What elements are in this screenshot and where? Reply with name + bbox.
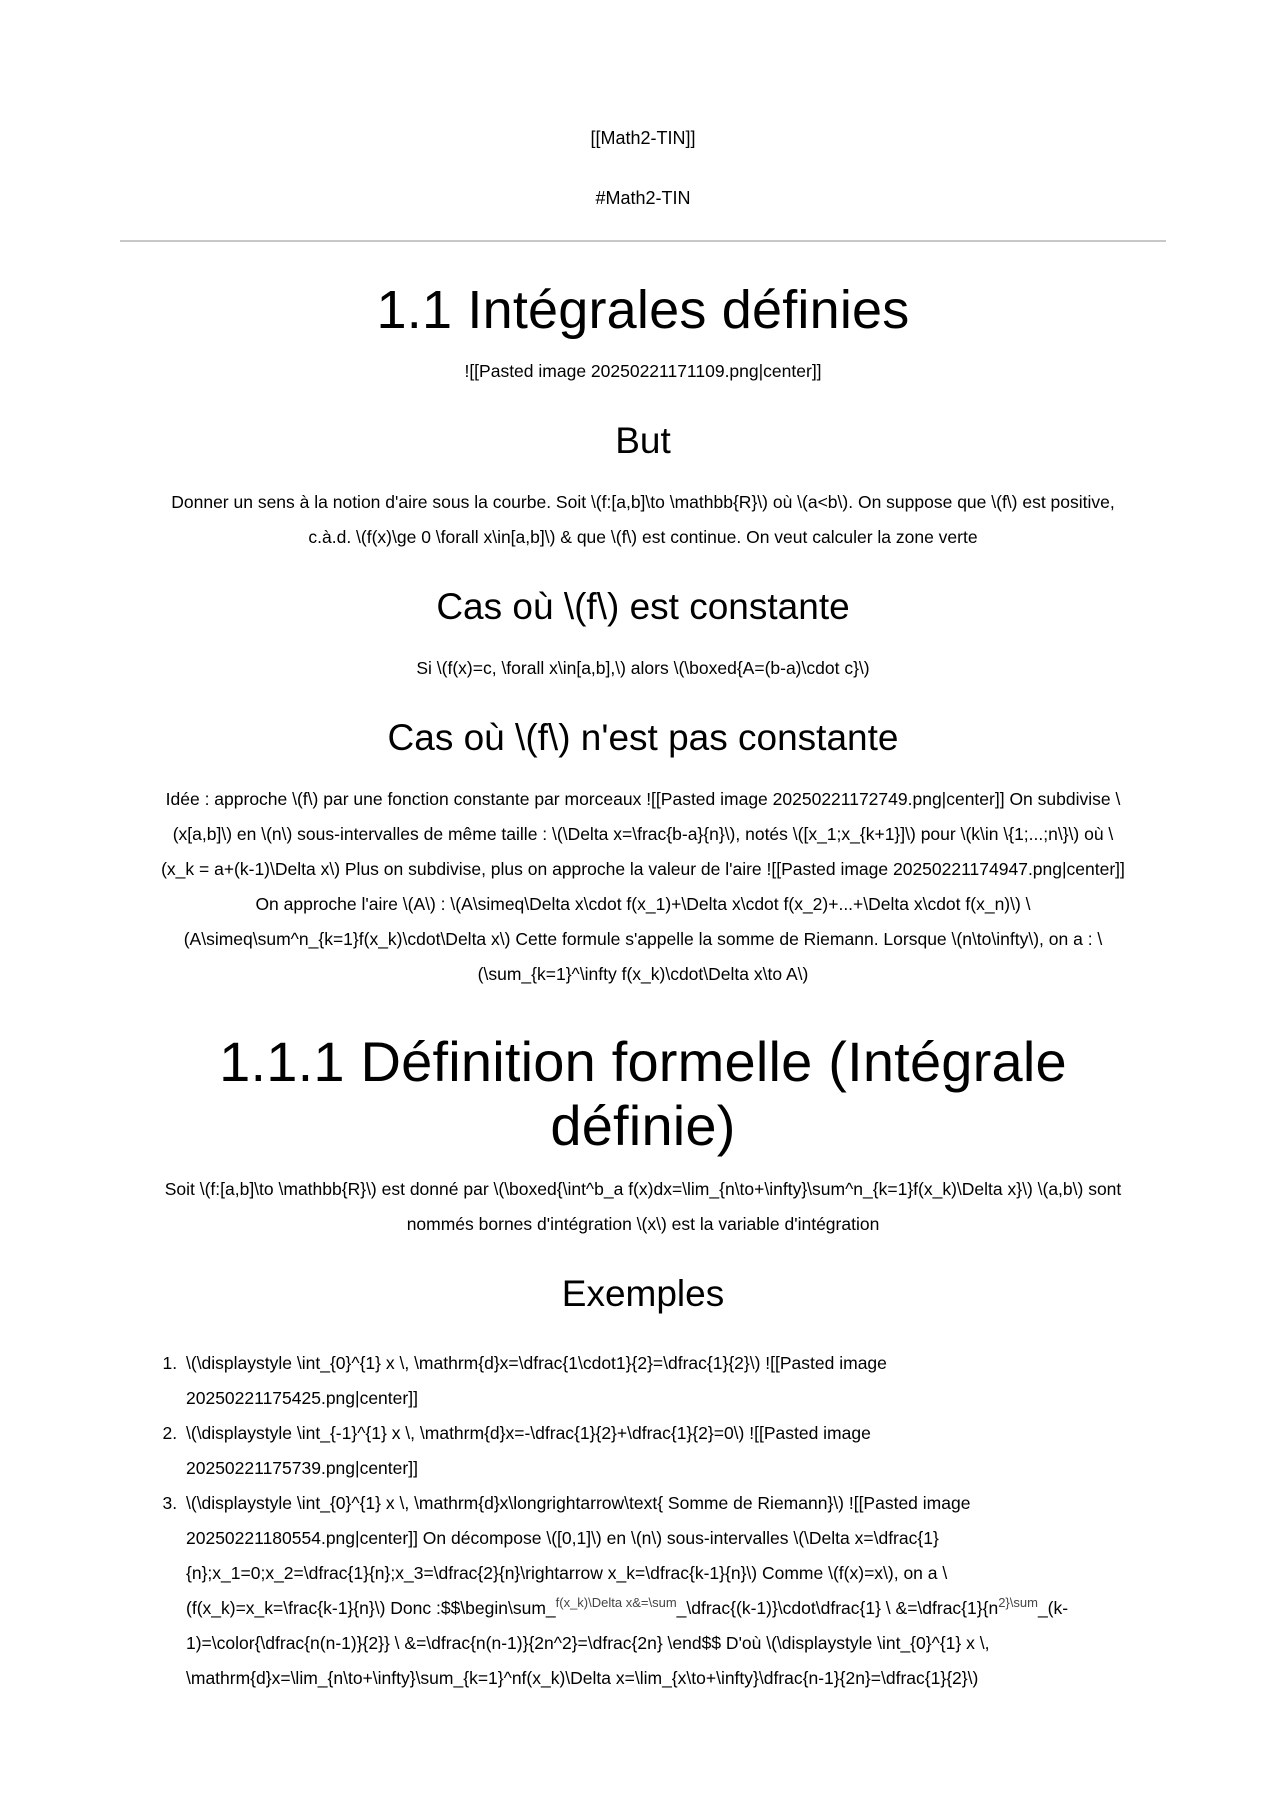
list-item-fragment: _(k- — [1037, 1598, 1069, 1618]
paragraph-line: nommés bornes d'intégration \(x\) est la variable d'intégration — [406, 1214, 880, 1234]
list-item-fragment: (f(x_k)=x_k=\frac{k-1}{n}\) Donc :$$\begin\sum_ — [186, 1598, 556, 1618]
list-item-line: \(\displaystyle \int_{-1}^{1} x \, \mathrm{d}x=-\dfrac{1}{2}+\dfrac{1}{2}=0\) ![[Pasted image — [186, 1423, 871, 1443]
examples-list — [120, 1346, 1166, 1696]
paragraph-line: (x_k = a+(k-1)\Delta x\) Plus on subdivise, plus on approche la valeur de l'aire ![[Pasted image 20250221174947.png|center]] — [161, 859, 1125, 879]
list-item-line: \(\displaystyle \int_{0}^{1} x \, \mathrm{d}x\longrightarrow\text{ Somme de Riemann}\) ![[Pasted image — [186, 1493, 971, 1513]
paragraph-line: Idée : approche \(f\) par une fonction constante par morceaux ![[Pasted image 20250221172749.png|center]] On subdivise \ — [165, 789, 1121, 809]
list-item — [182, 1416, 1166, 1486]
heading-but: But — [615, 420, 671, 461]
image-embed-ref: ![[Pasted image 20250221171109.png|center]] — [464, 361, 822, 381]
list-item-line: 20250221180554.png|center]] On décompose \([0,1]\) en \(n\) sous-intervalles \(\Delta x=\dfrac{1} — [186, 1528, 939, 1548]
paragraph-but — [120, 485, 1166, 555]
paragraph-constante: Si \(f(x)=c, \forall x\in[a,b],\) alors \(\boxed{A=(b-a)\cdot c}\) — [416, 658, 870, 678]
paragraph-line: c.à.d. \(f(x)\ge 0 \forall x\in[a,b]\) & que \(f\) est continue. On veut calculer la zone verte — [308, 527, 978, 547]
paragraph-non-constante — [120, 782, 1166, 992]
list-item-line: {n};x_1=0;x_2=\dfrac{1}{n};x_3=\dfrac{2}{n}\rightarrow x_k=\dfrac{k-1}{n}\) Comme \(f(x)=x\), on a \ — [186, 1563, 948, 1583]
section-title-definition: 1.1.1 Définition formelle (Intégrale définie) — [219, 1030, 1067, 1157]
list-item-line: \(\displaystyle \int_{0}^{1} x \, \mathrm{d}x=\dfrac{1\cdot1}{2}=\dfrac{1}{2}\) ![[Pasted image — [186, 1353, 887, 1373]
list-item-line: 1)=\color{\dfrac{n(n-1)}{2}} \ &=\dfrac{n(n-1)}{2n^2}=\dfrac{2n} \end$$ D'où \(\displaystyle \int_{0}^{1} x \, — [186, 1633, 990, 1653]
section-title-1-1: 1.1 Intégrales définies — [376, 280, 910, 340]
tag[interactable]: #Math2-TIN — [595, 188, 691, 208]
list-item-fragment: _\dfrac{(k-1)}\cdot\dfrac{1} \ &=\dfrac{1}{n — [676, 1598, 999, 1618]
paragraph-line: On approche l'aire \(A\) : \(A\simeq\Delta x\cdot f(x_1)+\Delta x\cdot f(x_2)+...+\Delta x\cdot f(x_n)\) \ — [255, 894, 1031, 914]
paragraph-line: (A\simeq\sum^n_{k=1}f(x_k)\cdot\Delta x\) Cette formule s'appelle la somme de Riemann. Lorsque \(n\to\infty\), on a : \ — [183, 929, 1103, 949]
paragraph-line: Donner un sens à la notion d'aire sous la courbe. Soit \(f:[a,b]\to \mathbb{R}\) où \(a<b\). On suppose que \(f\) est positive, — [171, 492, 1115, 512]
superscript-fragment: f(x_k)\Delta x&=\sum — [555, 1595, 677, 1611]
document-page — [120, 120, 1166, 1696]
list-item — [182, 1346, 1166, 1416]
horizontal-divider — [120, 240, 1166, 242]
list-item — [182, 1486, 1166, 1696]
list-item-line: \mathrm{d}x=\lim_{n\to+\infty}\sum_{k=1}^nf(x_k)\Delta x=\lim_{x\to+\infty}\dfrac{n-1}{2n}=\dfrac{1}{2}\) — [186, 1668, 979, 1688]
heading-cas-constante: Cas où \(f\) est constante — [436, 586, 850, 627]
superscript-fragment: 2}\sum — [998, 1595, 1038, 1611]
heading-exemples: Exemples — [561, 1273, 725, 1314]
paragraph-line: (x[a,b]\) en \(n\) sous-intervalles de même taille : \(\Delta x=\frac{b-a}{n}\), notés \([x_1;x_{k+1}]\) pour \(k\in \{1;...;n\}\) où \ — [172, 824, 1114, 844]
list-item-line: 20250221175425.png|center]] — [186, 1388, 418, 1408]
paragraph-line: (\sum_{k=1}^\infty f(x_k)\cdot\Delta x\to A\) — [477, 964, 809, 984]
paragraph-definition — [120, 1172, 1166, 1242]
list-item-line: 20250221175739.png|center]] — [186, 1458, 418, 1478]
heading-cas-non-constante: Cas où \(f\) n'est pas constante — [387, 717, 899, 758]
paragraph-line: Soit \(f:[a,b]\to \mathbb{R}\) est donné par \(\boxed{\int^b_a f(x)dx=\lim_{n\to+\infty}\sum^n_{k=1}f(x_k)\Delta x}\) \(a,b\) sont — [164, 1179, 1122, 1199]
wiki-link[interactable]: [[Math2-TIN]] — [590, 128, 696, 148]
list-item-line — [186, 1595, 1069, 1618]
